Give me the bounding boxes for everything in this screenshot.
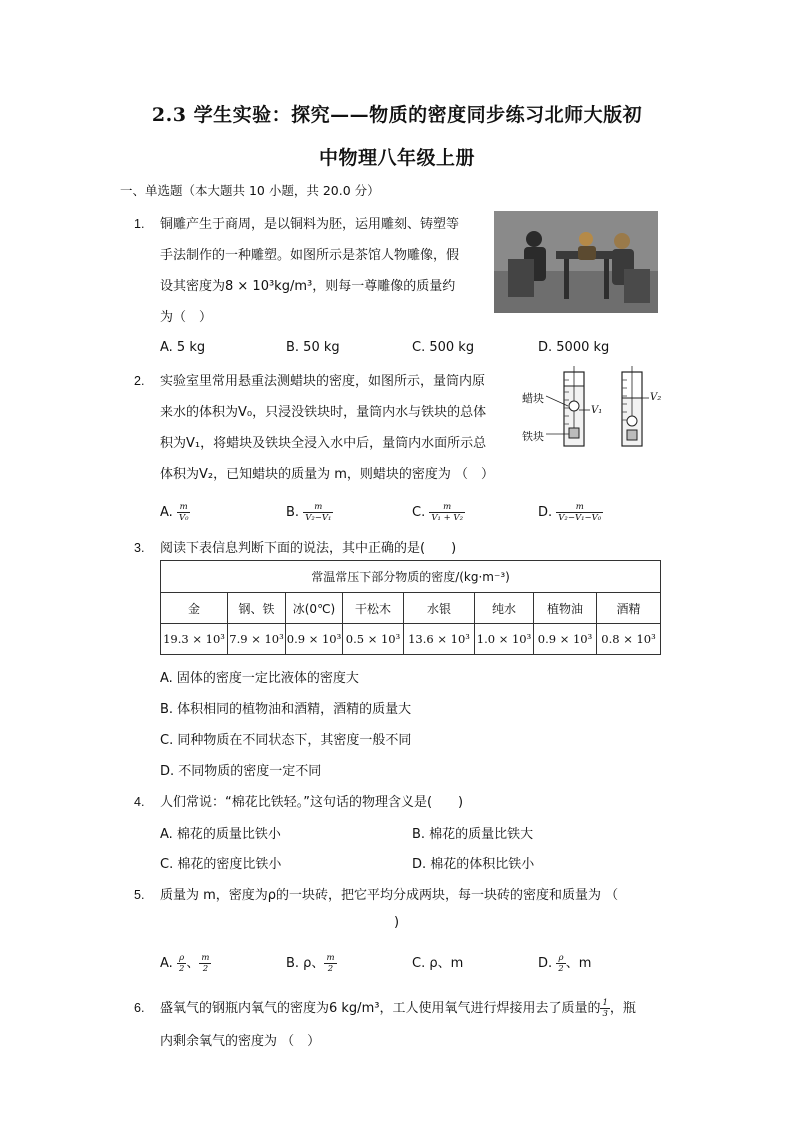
question-1-line-4: 为（ ）: [160, 310, 213, 325]
question-1-number: 1.: [134, 217, 145, 231]
table-header: 酒精: [597, 593, 661, 624]
question-2-number: 2.: [134, 374, 145, 388]
one-third-fraction: $\frac{1}{3}$: [602, 998, 608, 1019]
question-2-line-1: 实验室里常用悬重法测蜡块的密度，如图所示，量筒内原: [160, 374, 486, 389]
table-cell: 19.3 × 10³: [161, 624, 228, 655]
question-1-option-c: C. 500 kg: [412, 340, 475, 355]
iron-block-label: 铁块: [522, 430, 544, 443]
fraction-denominator: V₂−V₁: [305, 513, 332, 523]
table-header: 纯水: [475, 593, 534, 624]
question-5-stem: 质量为 m，密度为ρ的一块砖，把它平均分成两块，每一块砖的密度和质量为 （: [160, 888, 619, 903]
table-header-row: [161, 593, 661, 624]
question-1-option-d: D. 5000 kg: [538, 340, 610, 355]
question-6-line-1-text: 盛氧气的钢瓶内氧气的密度为6 kg/m³，工人使用氧气进行焊接用去了质量的: [160, 1001, 601, 1016]
option-b-letter: B. ρ、: [286, 956, 325, 971]
v2-label: V₂: [650, 392, 662, 403]
table-row: [161, 624, 661, 655]
question-5-option-b: [286, 952, 337, 974]
question-3-number: 3.: [134, 541, 145, 555]
table-cell: 0.8 × 10³: [597, 624, 661, 655]
question-6-number: 6.: [134, 1001, 145, 1015]
question-1-option-a: A. 5 kg: [160, 340, 206, 355]
density-table: [160, 560, 661, 655]
table-title: 常温常压下部分物质的密度/(kg·m⁻³): [161, 561, 661, 593]
table-header: 金: [161, 593, 228, 624]
table-cell: 1.0 × 10³: [475, 624, 534, 655]
question-6-line-2: 内剩余氧气的密度为 （ ）: [160, 1034, 321, 1049]
document-title-line-1: 2.3 学生实验：探究——物质的密度同步练习北师大版初: [151, 104, 643, 126]
table-cell: 7.9 × 10³: [228, 624, 286, 655]
option-c-fraction: [429, 502, 465, 523]
question-2-option-d: [538, 502, 603, 523]
m-over-2-fraction: $\frac{m}{2}$: [201, 953, 210, 974]
question-5-stem-end: ): [394, 915, 400, 930]
option-d-letter: D.: [538, 956, 553, 971]
table-header: 冰(0℃): [286, 593, 343, 624]
question-4-stem: 人们常说：“棉花比铁轻。”这句话的物理含义是( ): [160, 795, 464, 810]
table-header: 钢、铁: [228, 593, 286, 624]
table-cell: 0.9 × 10³: [286, 624, 343, 655]
option-b-letter: B.: [286, 505, 300, 520]
rho-over-2-fraction: $\frac{\rho}{2}$: [178, 953, 185, 974]
question-3-option-a: A. 固体的密度一定比液体的密度大: [160, 671, 359, 686]
table-header: 植物油: [534, 593, 597, 624]
question-5-option-c: C. ρ、m: [412, 956, 464, 971]
table-cell: 0.5 × 10³: [343, 624, 404, 655]
question-2-line-4: 体积为V₂，已知蜡块的质量为 m，则蜡块的密度为 （ ）: [160, 467, 495, 482]
table-header: 干松木: [343, 593, 404, 624]
question-2-option-b: [286, 502, 333, 523]
option-a-letter: A.: [160, 505, 173, 520]
question-3-option-b: B. 体积相同的植物油和酒精，酒精的质量大: [160, 702, 412, 717]
question-4-number: 4.: [134, 795, 145, 809]
rho-over-2-fraction: $\frac{\rho}{2}$: [558, 953, 564, 974]
option-d-letter: D.: [538, 505, 553, 520]
v1-label: V₁: [591, 405, 603, 416]
question-6-line-1: [160, 997, 636, 1019]
question-4-option-d: D. 棉花的体积比铁小: [412, 857, 535, 872]
fraction-numerator: m: [556, 502, 603, 513]
option-a-letter: A.: [160, 956, 173, 971]
table-header: 水银: [404, 593, 475, 624]
question-5-option-a: A. $\frac{\rho}{2}$ 、 $\frac{m}{2}$: [160, 953, 210, 974]
wax-block-label: 蜡块: [522, 392, 544, 405]
option-b-fraction: [303, 502, 333, 523]
question-2-option-a: [160, 502, 190, 523]
table-cell: 13.6 × 10³: [404, 624, 475, 655]
question-3-option-c: C. 同种物质在不同状态下，其密度一般不同: [160, 733, 412, 748]
fraction-numerator: m: [303, 502, 333, 513]
fraction-denominator: V₂−V₁−V₀: [558, 513, 602, 523]
question-1-option-b: B. 50 kg: [286, 340, 340, 355]
teahouse-sculpture-photo: [494, 211, 658, 313]
section-heading: 一、单选题（本大题共 10 小题，共 20.0 分）: [120, 183, 380, 198]
question-1-line-3: 设其密度为8 × 10³kg/m³，则每一尊雕像的质量约: [160, 279, 456, 294]
option-c-letter: C.: [412, 505, 426, 520]
table-title-row: [161, 561, 661, 593]
option-a-fraction: [177, 502, 191, 523]
table-cell: 0.9 × 10³: [534, 624, 597, 655]
m-over-2-fraction: $\frac{m}{2}$: [326, 953, 335, 974]
question-5-option-d: D. $\frac{\rho}{2}$ 、m: [538, 953, 592, 974]
question-1-line-2: 手法制作的一种雕塑。如图所示是茶馆人物雕像，假: [160, 248, 460, 263]
fraction-numerator: m: [429, 502, 465, 513]
question-1-line-1: 铜雕产生于商周，是以铜料为胚，运用雕刻、铸塑等: [160, 217, 460, 232]
fraction-numerator: m: [177, 502, 191, 513]
question-3-option-d: D. 不同物质的密度一定不同: [160, 764, 322, 779]
fraction-denominator: V₁ + V₂: [431, 513, 463, 523]
question-2-line-2: 来水的体积为V₀，只浸没铁块时，量筒内水与铁块的总体: [160, 405, 487, 420]
question-4-option-a: A. 棉花的质量比铁小: [160, 827, 281, 842]
question-6-line-1-tail: ，瓶: [609, 1001, 636, 1016]
question-2-option-c: [412, 502, 465, 523]
question-4-option-c: C. 棉花的密度比铁小: [160, 857, 282, 872]
document-title-line-2: 中物理八年级上册: [318, 147, 475, 169]
question-5-number: 5.: [134, 888, 145, 902]
question-2-line-3: 积为V₁，将蜡块及铁块全浸入水中后，量筒内水面所示总: [160, 436, 487, 451]
fraction-denominator: V₀: [178, 513, 189, 523]
option-d-fraction: [556, 502, 603, 523]
question-4-option-b: B. 棉花的质量比铁大: [412, 827, 534, 842]
question-3-stem: 阅读下表信息判断下面的说法，其中正确的是( ): [160, 541, 457, 556]
